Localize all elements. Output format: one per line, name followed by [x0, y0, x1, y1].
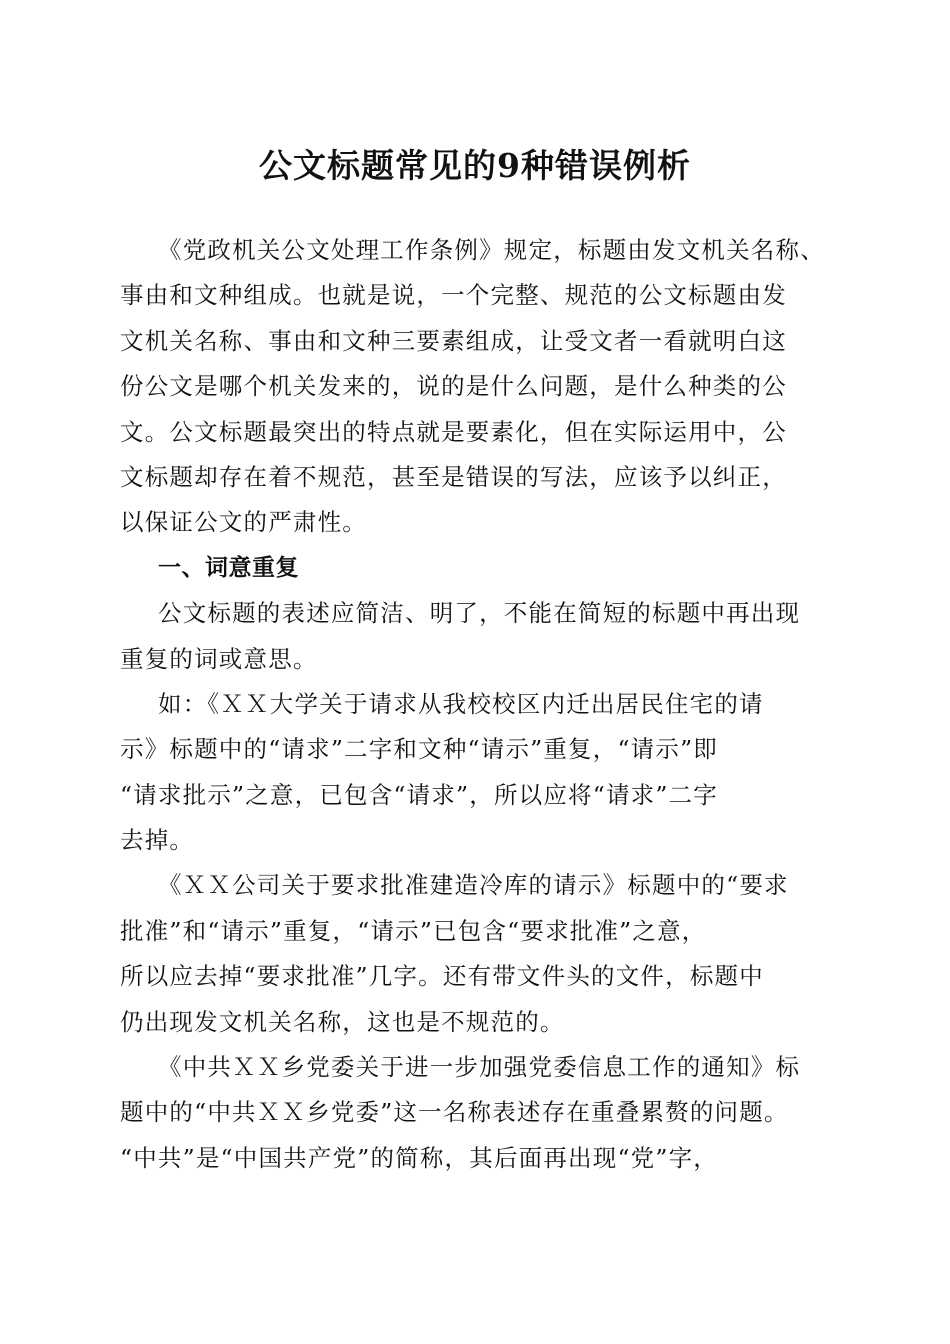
- body-line: 如：《ＸＸ大学关于请求从我校校区内迁出居民住宅的请: [158, 689, 764, 718]
- body-line: 以保证公文的严肃性。: [120, 508, 367, 537]
- body-line: “中共”是“中国共产党”的简称，其后面再出现“党”字，: [120, 1143, 718, 1172]
- body-line: 《ＸＸ公司关于要求批准建造冷库的请示》标题中的“要求: [158, 871, 789, 900]
- body-line: 文。公文标题最突出的特点就是要素化，但在实际运用中，公: [120, 417, 787, 446]
- section-heading: 一、词意重复: [158, 554, 299, 581]
- body-line: 重复的词或意思。: [120, 644, 318, 673]
- body-line: 示》标题中的“请求”二字和文种“请示”重复，“请示”即: [120, 735, 718, 764]
- body-line: 批准”和“请示”重复，“请示”已包含“要求批准”之意，: [120, 916, 707, 945]
- body-line: 《党政机关公文处理工作条例》规定，标题由发文机关名称、: [158, 236, 825, 264]
- body-line: 题中的“中共ＸＸ乡党委”这一名称表述存在重叠累赘的问题。: [120, 1098, 789, 1127]
- body-line: 所以应去掉“要求批准”几字。还有带文件头的文件，标题中: [120, 962, 764, 991]
- body-line: 份公文是哪个机关发来的，说的是什么问题，是什么种类的公: [120, 372, 787, 401]
- body-line: 去掉。: [120, 826, 195, 855]
- body-line: 公文标题的表述应简洁、明了，不能在简短的标题中再出现: [158, 599, 801, 628]
- body-line: 事由和文种组成。也就是说，一个完整、规范的公文标题由发: [120, 281, 787, 310]
- document-title: 公文标题常见的9种错误例析: [259, 146, 691, 185]
- body-line: 文标题却存在着不规范，甚至是错误的写法，应该予以纠正，: [120, 462, 787, 491]
- body-line: “请求批示”之意，已包含“请求”，所以应将“请求”二字: [120, 780, 718, 809]
- body-line: 文机关名称、事由和文种三要素组成，让受文者一看就明白这: [120, 326, 787, 355]
- body-line: 仍出现发文机关名称，这也是不规范的。: [120, 1007, 565, 1036]
- document-body: [120, 228, 840, 1181]
- body-line: 《中共ＸＸ乡党委关于进一步加强党委信息工作的通知》标: [158, 1053, 801, 1082]
